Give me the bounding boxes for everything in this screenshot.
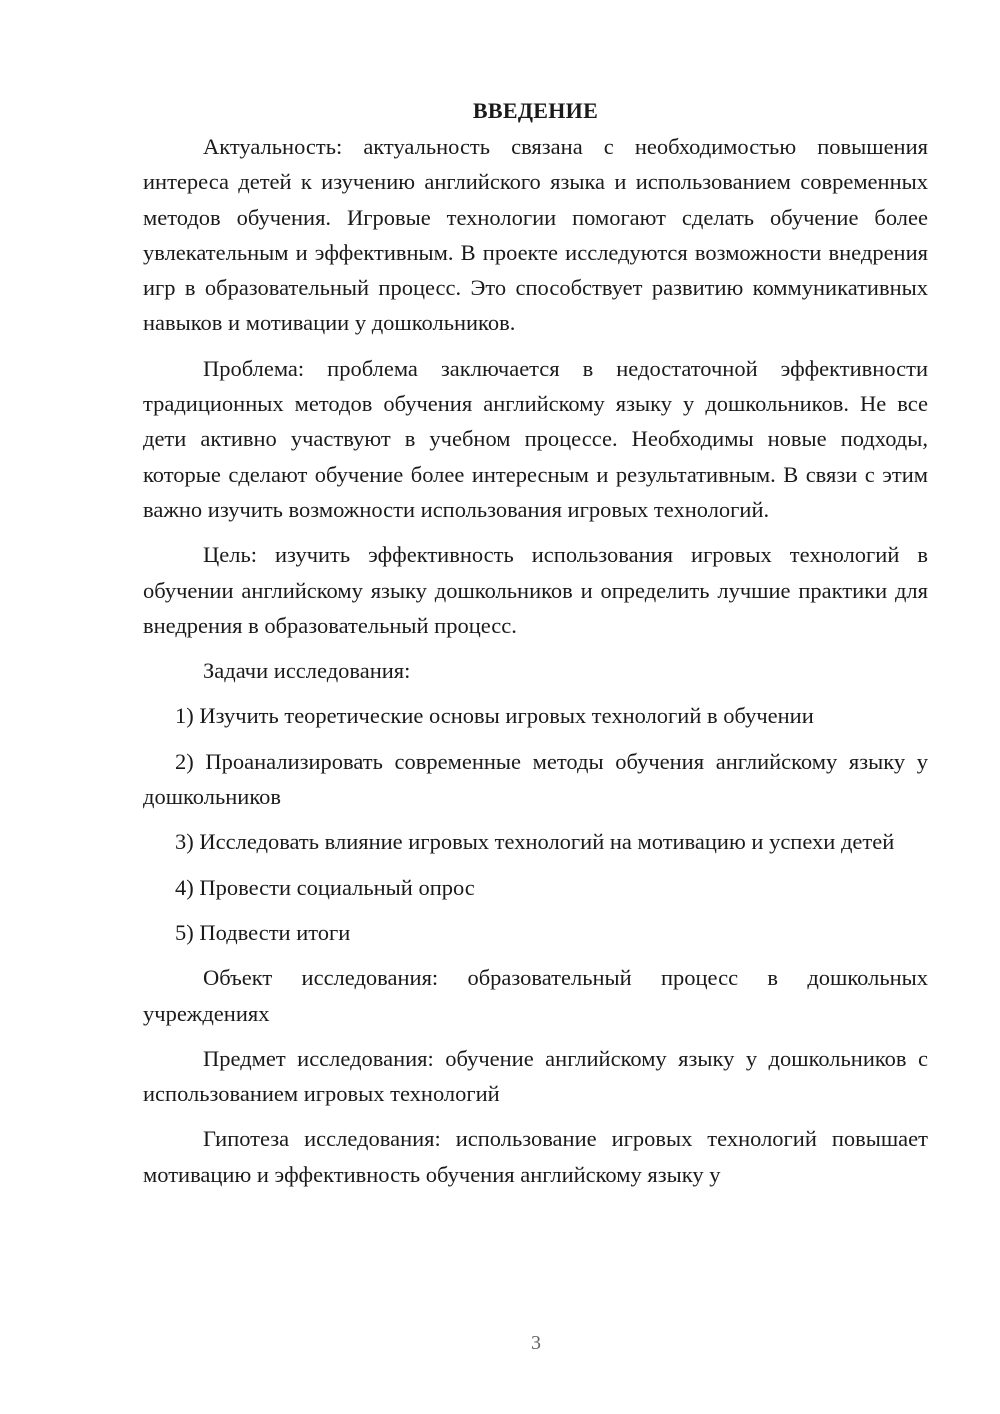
document-page [143,93,928,1202]
relevance-paragraph: Актуальность: актуальность связана с необходимостью повышения интереса детей к изучению английского языка и использованием современных методов обучения. Игровые технологии помогают сделать обучение более увлекательным и эффективным. В проекте исследуются возможности внедрения игр в образовательный процесс. Это способствует развитию коммуникативных навыков и мотивации у дошкольников. [143,134,928,336]
task-item-1: 1) Изучить теоретические основы игровых технологий в обучении [175,703,814,729]
task-item-5: 5) Подвести итоги [175,919,351,945]
hypothesis-paragraph: Гипотеза исследования: использование игровых технологий повышает мотивацию и эффективность обучения английскому языку у [143,1126,928,1187]
task-item-2: 2) Проанализировать современные методы обучения английскому языку у дошкольников [143,748,928,810]
object-paragraph: Объект исследования: образовательный процесс в дошкольных учреждениях [143,965,928,1026]
subject-paragraph: Предмет исследования: обучение английскому языку у дошкольников с использованием игровых технологий [143,1045,928,1107]
task-item-3: 3) Исследовать влияние игровых технологий на мотивацию и успехи детей [175,829,895,855]
tasks-heading: Задачи исследования: [203,658,411,684]
page-title: ВВЕДЕНИЕ [472,98,599,123]
page-number: 3 [531,1332,541,1354]
goal-paragraph: Цель: изучить эффективность использования игровых технологий в обучении английскому языку дошкольников и определить лучшие практики для внедрения в образовательный процесс. [143,542,928,638]
task-item-4: 4) Провести социальный опрос [175,874,475,900]
problem-paragraph: Проблема: проблема заключается в недостаточной эффективности традиционных методов обучения английскому языку у дошкольников. Не все дети активно участвуют в учебном процессе. Необходимы новые подходы, которые сделают обучение более интересным и результативным. В связи с этим важно изучить возможности использования игровых технологий. [143,355,928,522]
